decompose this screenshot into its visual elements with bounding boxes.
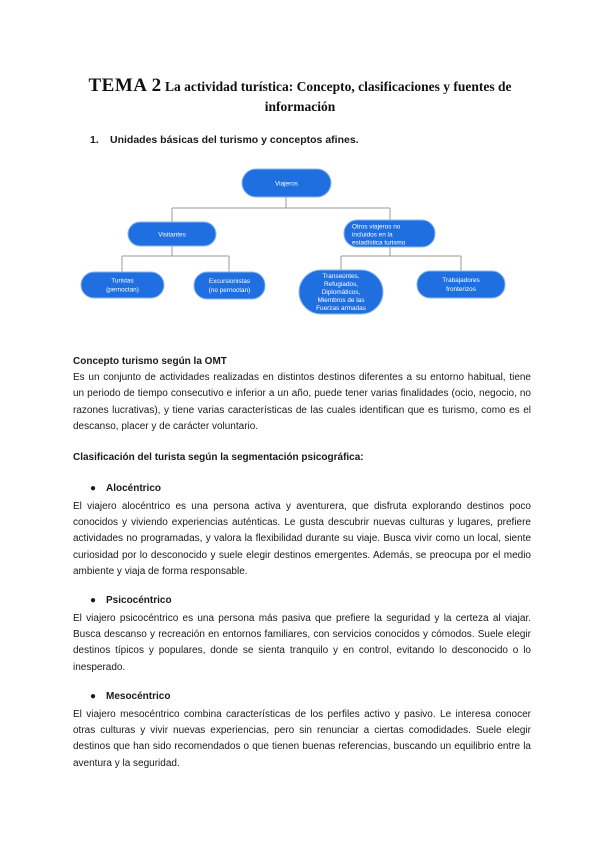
clasificacion-heading: Clasificación del turista según la segmentación psicográfica: (73, 452, 364, 463)
node-visitantes-label: Visitantes (158, 231, 186, 239)
clasificacion-heading-block (73, 450, 531, 466)
node-otros-line-3: estadística turismo (352, 239, 406, 247)
bullet-icon: ● (90, 691, 97, 702)
node-transeuntes-line-3: Diplomáticos, (321, 289, 361, 296)
alocentrico-paragraph: El viajero alocéntrico es una persona activa y aventurera, que disfruta explorando destinos poco conocidos y viviendo experiencias auténticas. Le gusta descubrir nuevas culturas y lugares, prefiere actividades no programadas, y valora la flexibilidad durante su viaje. Busca vivir como un local, siente curiosidad por lo desconocido y suele elegir destinos emergentes. Además, se preocupa por el medio ambiente y viaja de forma responsable. (73, 501, 531, 577)
omt-section (73, 354, 531, 435)
node-excursionistas-line-2: (no pernoctan) (208, 287, 251, 294)
omt-heading: Concepto turismo según la OMT (73, 356, 227, 367)
node-trabajadores-line-2: fronterizos (446, 286, 476, 293)
node-turistas-line-2: (pernoctan) (106, 286, 139, 294)
mesocentrico-section (73, 707, 531, 772)
psicocentrico-title: Psicocéntrico (106, 595, 172, 606)
node-otros-line-2: incluidos en la (352, 231, 393, 239)
bullet-icon: ● (90, 483, 97, 494)
bullet-icon: ● (90, 595, 97, 606)
mesocentrico-title: Mesocéntrico (106, 691, 171, 702)
bullet-mesocentrico (90, 691, 170, 702)
node-transeuntes-line-4: Miembros de las (317, 297, 365, 304)
omt-paragraph: Es un conjunto de actividades realizadas en distintos destinos diferentes a su entorno habitual, tiene un periodo de tiempo consecutivo e inferior a un año, puede tener varias finalidades (ocio, negocio, no razones lucrativas), y tiene varias características de las cuales identifican que es turismo, como es el descanso, placer y de carácter voluntario. (73, 372, 531, 432)
node-trabajadores (417, 271, 505, 298)
traveler-classification-diagram (0, 160, 600, 320)
alocentrico-section (73, 499, 531, 580)
node-viajeros-label: Viajeros (275, 180, 298, 188)
bullet-psicocentrico (90, 595, 172, 606)
node-transeuntes-line-5: Fuerzas armadas (316, 305, 366, 312)
node-turistas-line-1: Turistas (111, 277, 134, 285)
alocentrico-title: Alocéntrico (106, 483, 162, 494)
section-number: 1. (90, 134, 99, 146)
page-title (60, 76, 540, 117)
title-number: TEMA 2 (88, 75, 162, 96)
node-otros-line-1: Otros viajeros no (352, 223, 401, 231)
node-excursionistas-line-1: Excursionistas (208, 278, 251, 285)
psicocentrico-section (73, 611, 531, 676)
title-text: La actividad turística: Concepto, clasificaciones y fuentes de información (165, 79, 512, 114)
node-transeuntes-line-1: Transeúntes, (322, 273, 360, 280)
psicocentrico-paragraph: El viajero psicocéntrico es una persona más pasiva que prefiere la seguridad y la certeza al viajar. Busca descanso y recreación en entornos familiares, con servicios conocidos y cómodos. Suele elegir destinos típicos y populares, donde se sienta tranquilo y en control, evitando lo desconocido o lo inesperado. (73, 613, 531, 673)
mesocentrico-paragraph: El viajero mesocéntrico combina características de los perfiles activo y pasivo. Le interesa conocer otras culturas y vivir nuevas experiencias, pero sin renunciar a ciertas comodidades. Suele elegir destinos que han sido recomendados o que tienen buenas referencias, buscando un equilibrio entre la aventura y la seguridad. (73, 709, 531, 769)
node-excursionistas (194, 272, 265, 299)
node-turistas (81, 272, 164, 298)
node-trabajadores-line-1: Trabajadores (442, 277, 480, 284)
section-heading (90, 134, 359, 146)
section-title: Unidades básicas del turismo y conceptos afines. (110, 134, 359, 146)
node-transeuntes-line-2: Refugiados, (323, 281, 359, 288)
bullet-alocentrico (90, 483, 161, 494)
